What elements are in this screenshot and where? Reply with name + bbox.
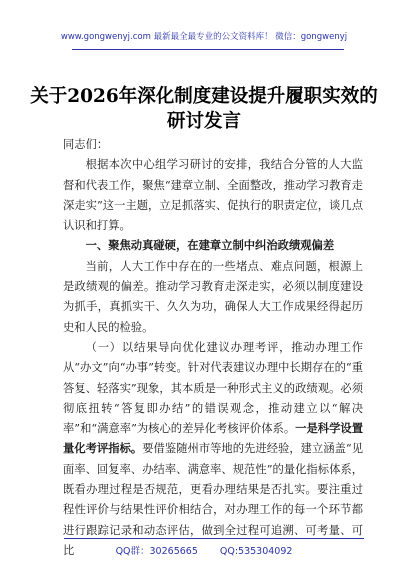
title-line-1: 关于2026年深化制度建设提升履职实效的: [30, 86, 378, 107]
body-paragraph-2: 当前，人大工作中存在的一些堵点、难点问题，根源上是政绩观的偏差。推动学习教育走深走实，必须以制度建设为抓手，真抓实干、久久为功，确保人大工作成果经得起历史和人民的检验。: [63, 259, 363, 334]
paragraph-3-emphasis: 一是科学设置量化考评指标。: [63, 422, 363, 456]
document-body: [63, 135, 363, 561]
header-divider: [72, 49, 344, 50]
title-line-2: 研讨发言: [166, 111, 241, 132]
intro-paragraph: 根据本次中心组学习研讨的安排，我结合分管的人大监督和代表工作，聚焦“建章立制、全面整改，推动学习教育走深走实”这一主题，立足抓落实、促执行的职责定位，谈几点认识和打算。: [63, 158, 363, 233]
paragraph-3-text-a: （一）以结果导向优化建议办理考评，推动办理工作从“办文”向“办事”转变。针对代表建议办理中长期存在的“重答复、轻落实”现象，其本质是一种形式主义的政绩观。必须彻底扭转“答复即办结”的错误观念，推动建立以“解决率”和“满意率”为核心的差异化考核评价体系。: [63, 340, 364, 436]
site-header: www.gongwenyj.com 最新最全最专业的公文资料库！ 微信：gongwenyj: [60, 32, 348, 42]
paragraph-3-text-b: 要借鉴随州市等地的先进经验，建立涵盖“见面率、回复率、办结率、满意率、规范性”的量化指标体系，既看办理过程是否规范，更看办理结果是否扎实。要注重过程性评价与结果性评价相结合，对办理工作的每一个环节都进行跟踪记录和动态评估，做到全过程可追溯、可考量、可比: [63, 442, 363, 557]
document-title: [20, 84, 388, 134]
footer-divider: [64, 538, 364, 539]
footer-qq: QQ:535304092: [219, 546, 293, 557]
footer-qq-group: QQ群：30265665: [115, 546, 198, 557]
section-heading: 一、聚焦动真碰硬，在建章立制中纠治政绩观偏差: [85, 239, 335, 253]
site-footer: [0, 543, 408, 557]
body-paragraph-3: [63, 338, 363, 561]
salutation: 同志们：: [63, 138, 109, 151]
